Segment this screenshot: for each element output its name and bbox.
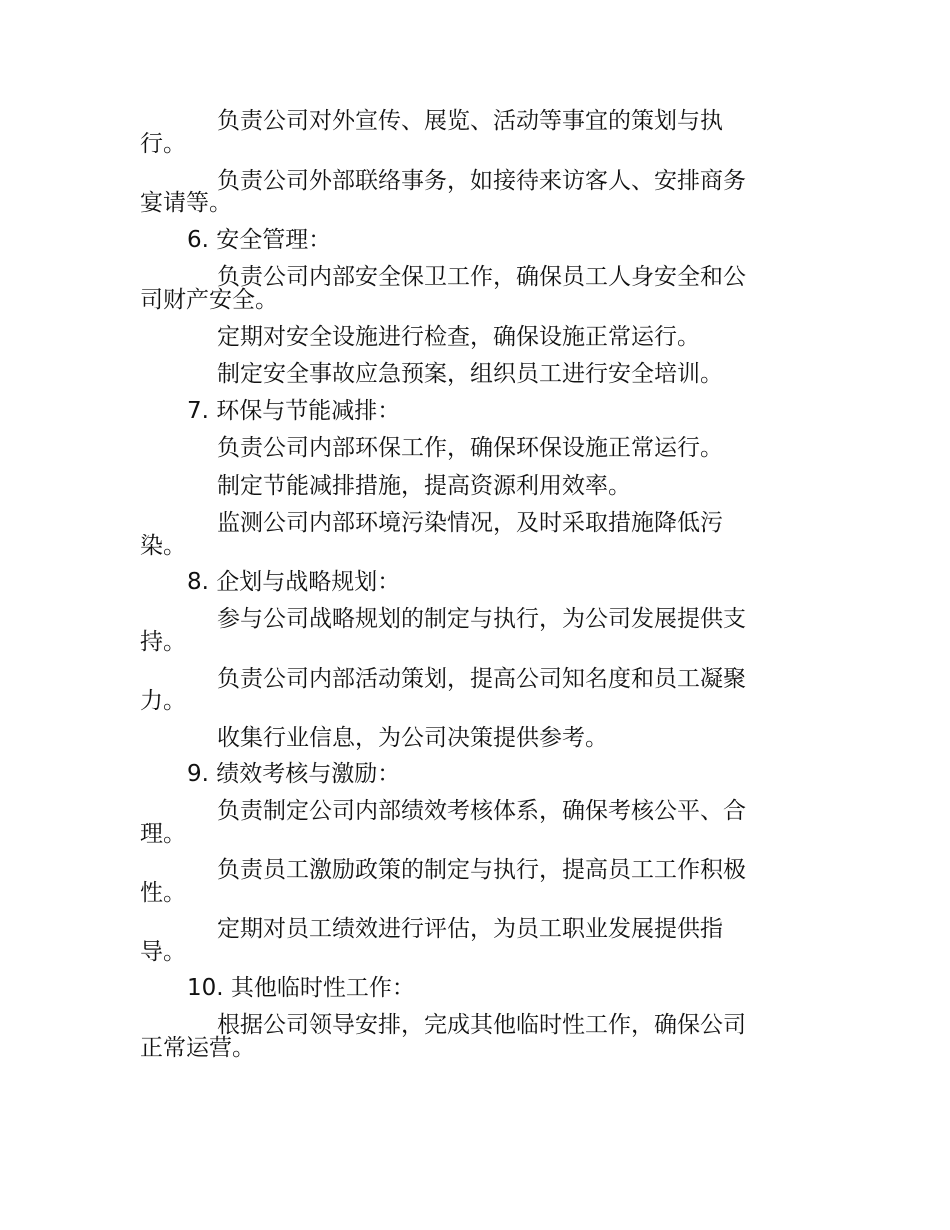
paragraph-line: 根据公司领导安排，完成其他临时性工作，确保公司	[217, 1012, 746, 1038]
paragraph-continuation: 染。	[140, 533, 186, 559]
section-heading: 9. 绩效考核与激励：	[187, 761, 401, 787]
paragraph-continuation: 宴请等。	[140, 190, 232, 216]
paragraph-line: 定期对员工绩效进行评估，为员工职业发展提供指	[217, 916, 723, 942]
paragraph-continuation: 行。	[140, 131, 186, 157]
paragraph-line: 负责公司内部活动策划，提高公司知名度和员工凝聚	[217, 666, 746, 692]
paragraph-line: 负责公司对外宣传、展览、活动等事宜的策划与执	[217, 108, 723, 134]
paragraph-continuation: 导。	[140, 939, 186, 965]
paragraph-continuation: 力。	[140, 688, 186, 714]
paragraph-line: 参与公司战略规划的制定与执行，为公司发展提供支	[217, 606, 746, 632]
paragraph-line: 负责公司外部联络事务，如接待来访客人、安排商务	[217, 168, 746, 194]
paragraph-line: 定期对安全设施进行检查，确保设施正常运行。	[217, 324, 700, 350]
paragraph-continuation: 理。	[140, 821, 186, 847]
paragraph-line: 负责公司内部安全保卫工作，确保员工人身安全和公	[217, 264, 746, 290]
paragraph-continuation: 性。	[140, 880, 186, 906]
section-heading: 8. 企划与战略规划：	[187, 569, 401, 595]
paragraph-line: 负责制定公司内部绩效考核体系，确保考核公平、合	[217, 798, 746, 824]
paragraph-line: 制定节能减排措施，提高资源利用效率。	[217, 473, 631, 499]
paragraph-line: 负责员工激励政策的制定与执行，提高员工工作积极	[217, 857, 746, 883]
section-heading: 10. 其他临时性工作：	[187, 975, 415, 1001]
paragraph-continuation: 持。	[140, 629, 186, 655]
section-heading: 6. 安全管理：	[187, 227, 332, 253]
paragraph-line: 监测公司内部环境污染情况，及时采取措施降低污	[217, 510, 723, 536]
paragraph-line: 制定安全事故应急预案，组织员工进行安全培训。	[217, 361, 723, 387]
paragraph-line: 收集行业信息，为公司决策提供参考。	[217, 725, 608, 751]
paragraph-line: 负责公司内部环保工作，确保环保设施正常运行。	[217, 435, 723, 461]
section-heading: 7. 环保与节能减排：	[187, 398, 401, 424]
paragraph-continuation: 司财产安全。	[140, 287, 278, 313]
paragraph-continuation: 正常运营。	[140, 1035, 255, 1061]
